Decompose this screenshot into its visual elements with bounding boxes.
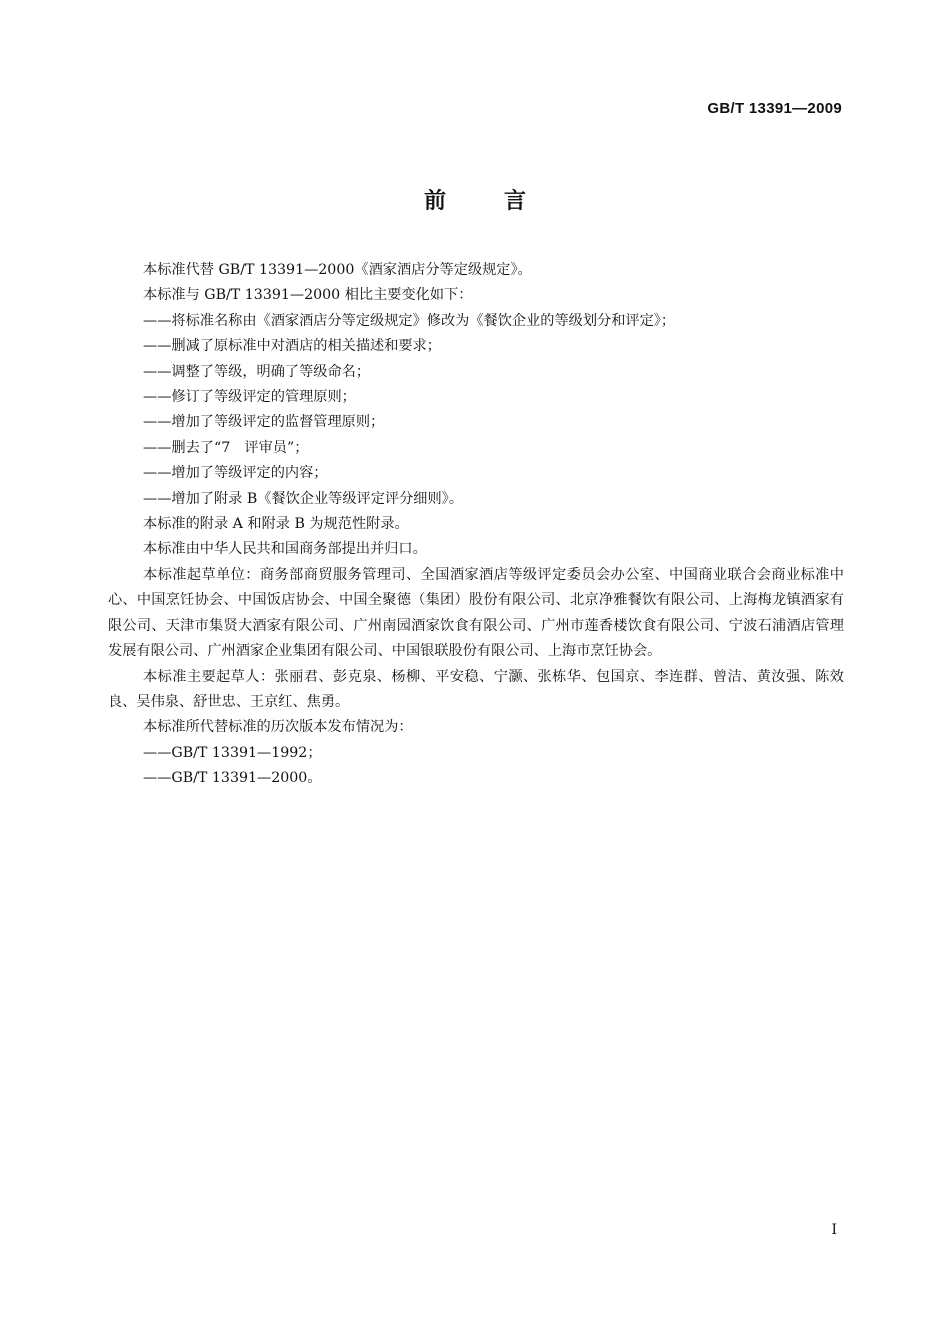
version-item: ——GB/T 13391—2000。 xyxy=(143,770,322,787)
paragraph: 本标准所代替标准的历次版本发布情况为： xyxy=(143,719,413,736)
page-title: 前言 xyxy=(423,189,584,214)
standard-code: GB/T 13391—2009 xyxy=(707,100,842,117)
change-item: ——增加了附录 B《餐饮企业等级评定评分细则》。 xyxy=(143,490,463,507)
paragraph: 本标准与 GB/T 13391—2000 相比主要变化如下： xyxy=(143,287,473,304)
drafting-units: 本标准起草单位：商务部商贸服务管理司、全国酒家酒店等级评定委员会办公室、中国商业联合会商业标准中心、中国烹饪协会、中国饭店协会、中国全聚德（集团）股份有限公司、北京净雅餐饮有限公司、上海梅龙镇酒家有限公司、天津市集贤大酒家有限公司、广州南园酒家饮食有限公司、广州市莲香楼饮食有限公司、宁波石浦酒店管理发展有限公司、广州酒家企业集团有限公司、中国银联股份有限公司、上海市烹饪协会。 xyxy=(108,566,844,660)
change-item: ——修订了等级评定的管理原则； xyxy=(143,389,356,406)
change-item: ——删去了“7 评审员”； xyxy=(143,439,309,456)
drafters: 本标准主要起草人：张丽君、彭克泉、杨柳、平安稳、宁灏、张栋华、包国京、李连群、曾洁、黄汝强、陈效良、吴伟泉、舒世忠、王京红、焦勇。 xyxy=(108,668,844,710)
version-item: ——GB/T 13391—1992； xyxy=(143,744,322,761)
page-number: I xyxy=(831,1222,837,1238)
paragraph: 本标准代替 GB/T 13391—2000《酒家酒店分等定级规定》。 xyxy=(143,262,532,278)
change-item: ——调整了等级，明确了等级命名； xyxy=(143,363,371,380)
change-item: ——将标准名称由《酒家酒店分等定级规定》修改为《餐饮企业的等级划分和评定》； xyxy=(143,312,676,329)
foreword-body xyxy=(108,258,844,792)
change-item: ——删减了原标准中对酒店的相关描述和要求； xyxy=(143,338,441,355)
paragraph: 本标准的附录 A 和附录 B 为规范性附录。 xyxy=(143,516,409,533)
change-item: ——增加了等级评定的监督管理原则； xyxy=(143,414,385,431)
paragraph: 本标准由中华人民共和国商务部提出并归口。 xyxy=(143,541,427,558)
change-item: ——增加了等级评定的内容； xyxy=(143,465,328,482)
